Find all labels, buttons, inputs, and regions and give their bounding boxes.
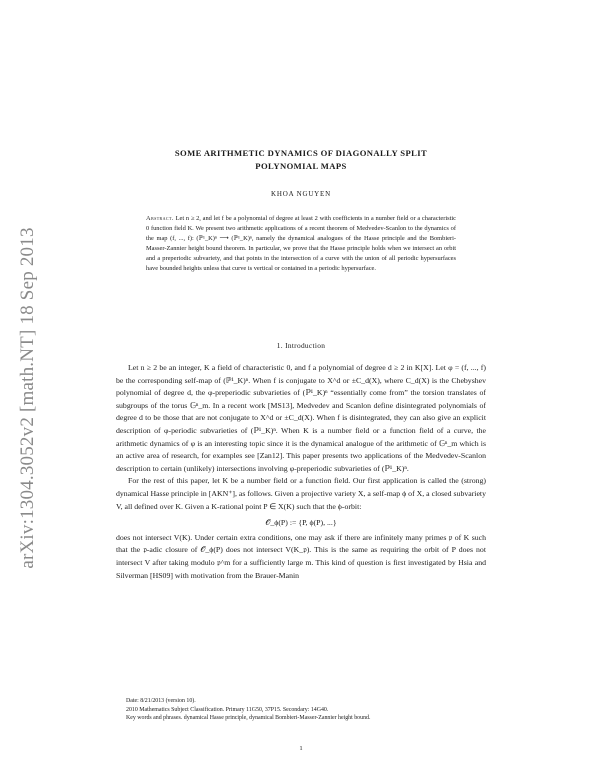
footnote-msc: 2010 Mathematics Subject Classification. Primary 11G50, 37P15. Secondary: 14G40. bbox=[126, 706, 329, 713]
abstract bbox=[146, 214, 456, 274]
title-line-1: SOME ARITHMETIC DYNAMICS OF DIAGONALLY SPLIT bbox=[174, 148, 428, 158]
arxiv-id-text: arXiv:1304.3052v2 [math.NT] 18 Sep 2013 bbox=[17, 227, 38, 569]
paragraph-1: Let n ≥ 2 be an integer, K a field of characteristic 0, and f a polynomial of degree d ≥ 2 in K[X]. Let φ = (f, ..., f) be the corresponding self-map of (ℙ¹_K)ⁿ. When f is conjugate to X^d or ±C_d(X), where C_d(X) is the Chebyshev polynomial of degree d, the φ-preperiodic subvarieties of (ℙ¹_K)ⁿ “essentially come from” the torsion translates of subgroups of the torus 𝔾ⁿ_m. In a recent work [MS13], Medvedev and Scanlon define disintegrated polynomials of degree d to be those that are not conjugate to X^d or ±C_d(X). When f is disintegrated, they can also give an explicit description of φ-periodic subvarieties of (ℙ¹_K)ⁿ. When K is a number field or a function field of a curve, the arithmetic dynamics of φ is an interesting topic since it is the dynamical analogue of the arithmetic of 𝔾ⁿ_m which is an active area of research, for examples see [Zan12]. This paper presents two applications of the Medvedev-Scanlon description to certain (unlikely) intersections involving φ-preperiodic subvarieties of (ℙ¹_K)ⁿ. bbox=[116, 363, 486, 473]
footnote-date: Date: 8/21/2013 (version 10). bbox=[126, 698, 196, 704]
author-name: KHOA NGUYEN bbox=[271, 190, 331, 198]
section-heading-introduction: 1. Introduction bbox=[276, 341, 326, 350]
title-line-2: POLYNOMIAL MAPS bbox=[255, 161, 347, 171]
abstract-label: Abstract. bbox=[146, 215, 174, 222]
arxiv-identifier-stamp bbox=[14, 178, 42, 618]
footnotes bbox=[116, 697, 486, 723]
page-number: 1 bbox=[299, 745, 303, 752]
footnote-keywords: Key words and phrases. dynamical Hasse principle, dynamical Bombieri-Masser-Zannier height bound. bbox=[126, 715, 371, 722]
orbit-equation: 𝒪_ϕ(P) := {P, ϕ(P), ...} bbox=[265, 518, 337, 528]
paper-title bbox=[116, 147, 486, 173]
paragraph-3: does not intersect V(K). Under certain extra conditions, one may ask if there are infinitely many primes 𝔭 of K such that the 𝔭-adic closure of 𝒪_ϕ(P) does not intersect V(K_𝔭). This is the same as requiring the orbit of P does not intersect V after taking modulo 𝔭^m for a sufficiently large m. This kind of question is first investigated by Hsia and Silverman [HS09] with motivation from the Brauer-Manin bbox=[116, 532, 486, 580]
body-text bbox=[116, 362, 486, 582]
abstract-text: Let n ≥ 2, and let f be a polynomial of degree at least 2 with coefficients in a number field or a characteristic 0 function field K. We present two arithmetic applications of a recent theorem of Medvedev-Scanlon to the dynamics of the map (f, ..., f): (ℙ¹_K)ⁿ ⟶ (ℙ¹_K)ⁿ, namely the dynamical analogues of the Hasse principle and the Bombieri-Masser-Zannier height bound theorem. In particular, we prove that the Hasse principle holds when we intersect an orbit and a preperiodic subvariety, and that points in the intersection of a curve with the union of all periodic hypersurfaces have bounded heights unless that curve is vertical or contained in a periodic hypersurface. bbox=[146, 215, 456, 272]
paragraph-2: For the rest of this paper, let K be a number field or a function field. Our first application is called the (strong) dynamical Hasse principle in [AKN⁺], as follows. Given a projective variety X, a self-map ϕ of X, a closed subvariety V, all defined over K. Given a K-rational point P ∈ X(K) such that the ϕ-orbit: bbox=[116, 476, 486, 511]
